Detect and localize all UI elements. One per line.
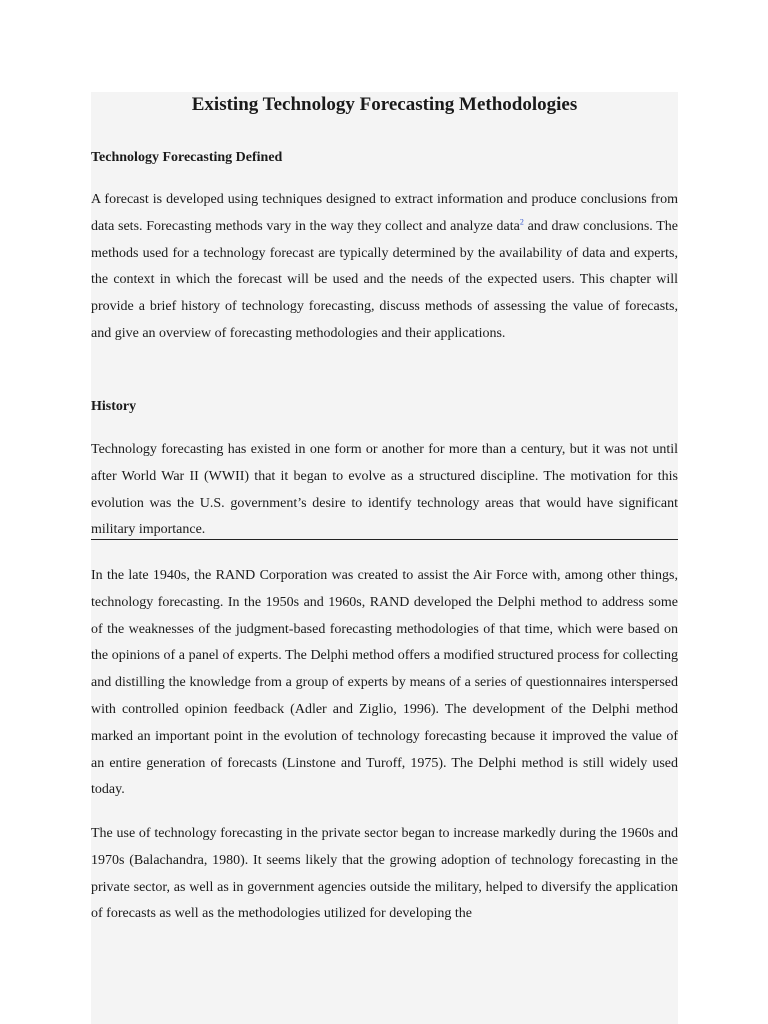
paragraph-text: A forecast is developed using techniques designed to extract information and produce conclusions from data sets. Forecasting methods vary in the way they collect and analyze data [91,192,678,234]
paragraph-text-cont: and draw conclusions. The methods used for a technology forecast are typically determined by the availability of data and experts, the context in which the forecast will be used and the needs of the expected users. This chapter will provide a brief history of technology forecasting, discuss methods of assessing the value of forecasts, and give an overview of forecasting methodologies and their applications. [91,218,678,341]
paragraph-history-3: The use of technology forecasting in the private sector began to increase markedly during the 1960s and 1970s (Balachandra, 1980). It seems likely that the growing adoption of technology forecasting in the private sector, as well as in government agencies outside the military, helped to diversify the application of forecasts as well as the methodologies utilized for developing the [91,826,678,922]
paragraph-history-1: Technology forecasting has existed in one form or another for more than a century, but it was not until after World War II (WWII) that it began to evolve as a structured discipline. The motivation for this evolution was the U.S. government’s desire to identify technology areas that would have significant military importance. [91,442,678,538]
document-title: Existing Technology Forecasting Methodologies [191,94,578,115]
paragraph-defined [91,187,678,348]
footnote-ref[interactable]: 2 [519,217,524,227]
paragraph-history-2: In the late 1940s, the RAND Corporation was created to assist the Air Force with, among other things, technology forecasting. In the 1950s and 1960s, RAND developed the Delphi method to address some of the weaknesses of the judgment-based forecasting methodologies of that time, which were based on the opinions of a panel of experts. The Delphi method offers a modified structured process for collecting and distilling the knowledge from a group of experts by means of a series of questionnaires interspersed with controlled opinion feedback (Adler and Ziglio, 1996). The development of the Delphi method marked an important point in the evolution of technology forecasting because it improved the value of an entire generation of forecasts (Linstone and Turoff, 1975). The Delphi method is still widely used today. [91,568,678,798]
section-heading-defined: Technology Forecasting Defined [91,150,283,165]
divider-line [91,539,678,540]
section-heading-history: History [91,399,137,414]
